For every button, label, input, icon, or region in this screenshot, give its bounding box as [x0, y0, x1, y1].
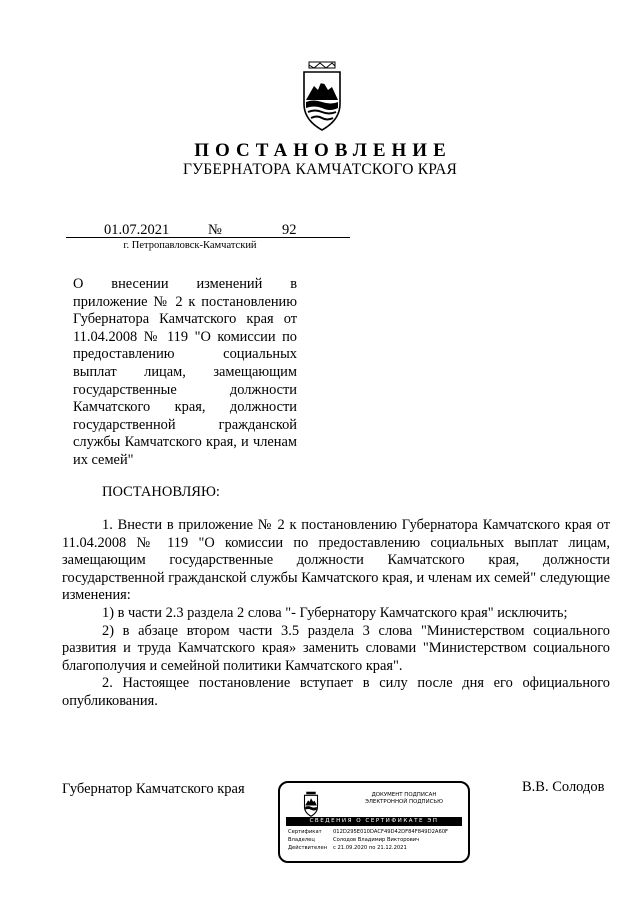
- body-paragraph-1-2: 2) в абзаце втором части 3.5 раздела 3 слова "Министерством социального развития и труда Камчатского края» заменить словами "Министерством социального благополучия и семейной политики Камчатского края".: [62, 622, 610, 674]
- kamchatka-coat-of-arms-small-icon: [302, 791, 320, 817]
- document-number: 92: [282, 222, 297, 238]
- signer-name: В.В. Солодов: [522, 779, 605, 795]
- kamchatka-coat-of-arms-icon: [300, 60, 344, 132]
- document-issuer: ГУБЕРНАТОРА КАМЧАТСКОГО КРАЯ: [182, 161, 458, 178]
- body-paragraph-1-1: 1) в части 2.3 раздела 2 слова "- Губернатору Камчатского края" исключить;: [102, 604, 568, 621]
- decree-word: ПОСТАНОВЛЯЮ:: [102, 484, 220, 500]
- body-paragraph-2: 2. Настоящее постановление вступает в силу после дня его официального опубликования.: [62, 675, 610, 709]
- certificate-label: Сертификат: [288, 829, 322, 835]
- stamp-heading: [344, 792, 464, 806]
- stamp-certificate-bar: СВЕДЕНИЯ О СЕРТИФИКАТЕ ЭП: [286, 817, 462, 826]
- stamp-certificate-row: [288, 829, 448, 836]
- issue-city: г. Петропавловск-Камчатский: [123, 240, 257, 251]
- validity-value: с 21.09.2020 по 21.12.2021: [333, 845, 407, 851]
- stamp-owner-row: [288, 837, 419, 844]
- document-date: 01.07.2021: [104, 222, 170, 238]
- signer-position: Губернатор Камчатского края: [62, 781, 245, 797]
- body-paragraph-1: 1. Внести в приложение № 2 к постановлению Губернатора Камчатского края от 11.04.2008 № 119 "О комиссии по предоставлению социальных выплат лицам, замещающим государственные должности Камчатского края, должности государственной гражданской службы Камчатского края, и членам их семей" следующие изменения:: [62, 517, 610, 604]
- document-type-title: ПОСТАНОВЛЕНИЕ: [194, 140, 452, 161]
- document-subject: О внесении изменений в приложение № 2 к постановлению Губернатора Камчатского края от 11.04.2008 № 119 "О комиссии по предоставлению социальных выплат лицам, замещающим государственные должности Камчатского края, должности государственной гражданской службы Камчатского края, и членам их семей": [73, 276, 297, 468]
- number-sign: №: [208, 222, 222, 238]
- stamp-heading-line-2: ЭЛЕКТРОННОЙ ПОДПИСЬЮ: [365, 799, 443, 805]
- validity-label: Действителен: [288, 845, 328, 851]
- stamp-validity-row: [288, 845, 407, 852]
- e-signature-stamp: [278, 781, 470, 863]
- certificate-value: 012D295E010DACF49D42DF84F849D2A60F: [333, 829, 449, 835]
- owner-value: Солодов Владимир Викторович: [333, 837, 420, 843]
- document-body: [62, 517, 610, 711]
- stamp-heading-line-1: ДОКУМЕНТ ПОДПИСАН: [371, 792, 437, 798]
- owner-label: Владелец: [288, 837, 315, 843]
